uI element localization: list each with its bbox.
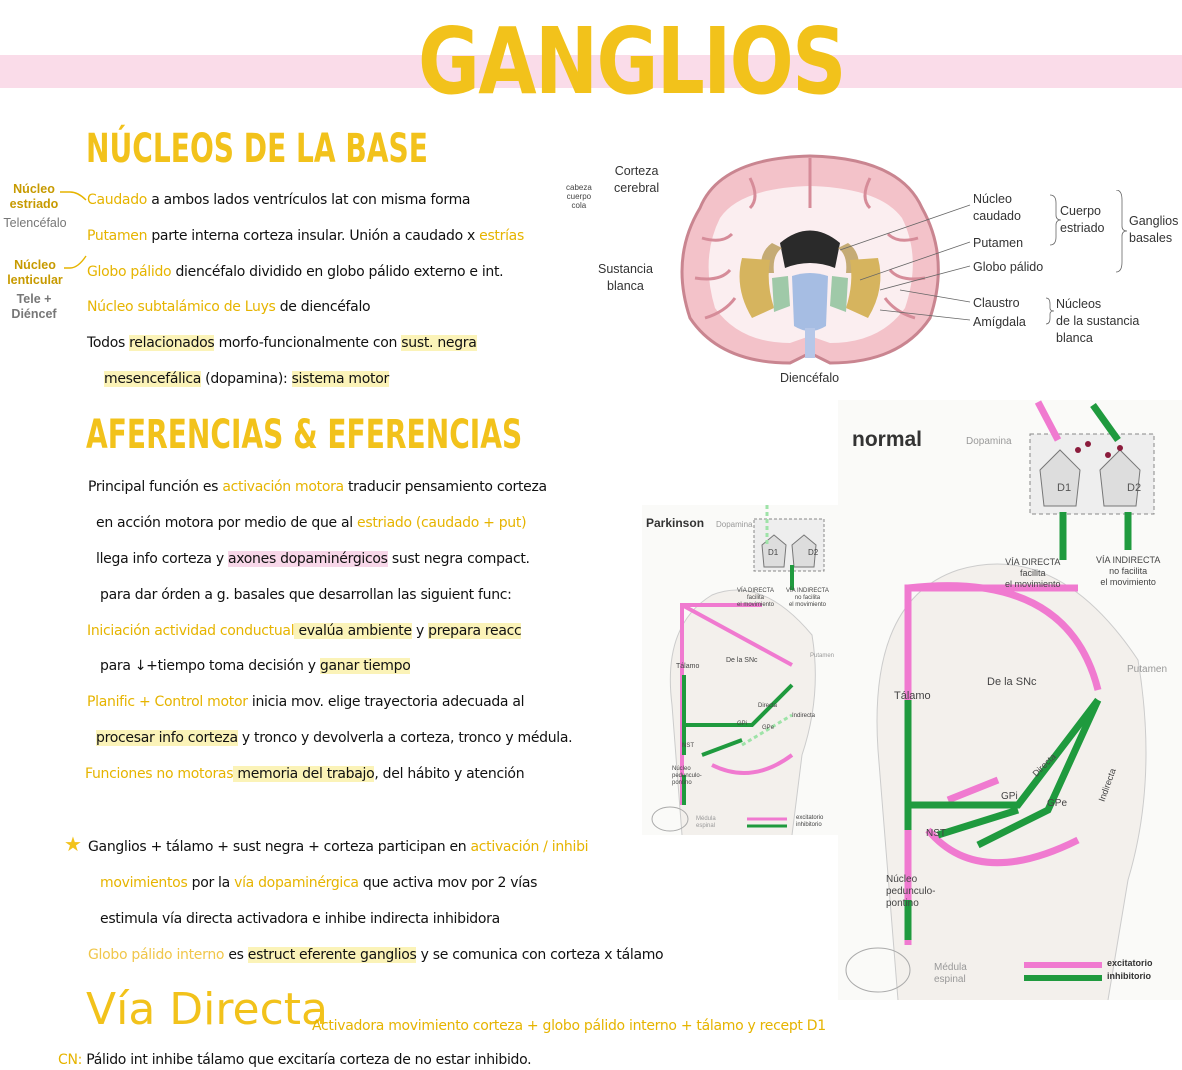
line-globo: Globo pálido diencéfalo dividido en globo pálido externo e int.	[87, 264, 504, 280]
label-nucleo-caudado: Núcleo caudado	[973, 192, 1021, 223]
bracket-lines	[60, 184, 90, 274]
brain-leader-lines	[820, 190, 1130, 340]
line-relacionados: Todos relacionados morfo-funcionalmente con sust. negra	[87, 335, 477, 351]
side-label-lenticular: Núcleo lenticular	[7, 258, 63, 287]
parkinson-directa: Directa	[758, 703, 778, 709]
parkinson-title: Parkinson	[646, 516, 705, 530]
line-mesencefalica: mesencefálica (dopamina): sistema motor	[104, 371, 389, 387]
normal-snc: De la SNc	[987, 676, 1037, 688]
parkinson-nucleo: Núcleo pedunculo- pontino	[672, 766, 702, 786]
line-axones: llega info corteza y axones dopaminérgicos sust negra compact.	[96, 551, 530, 567]
label-cuerpo-estriado: Cuerpo estriado	[1060, 204, 1105, 235]
normal-gpe: GPe	[1047, 798, 1068, 809]
label-globo-palido: Globo pálido	[973, 260, 1044, 274]
normal-via-indirecta: VÍA INDIRECTA no facilita el movimiento	[1096, 555, 1161, 587]
line-estimula: estimula vía directa activadora e inhibe indirecta inhibidora	[100, 911, 500, 927]
line-accion-motora: en acción motora por medio de que al estriado (caudado + put)	[96, 515, 527, 531]
line-subtalamico: Núcleo subtalámico de Luys de diencéfalo	[87, 299, 371, 315]
label-diencefalo: Diencéfalo	[780, 371, 840, 385]
line-participan: Ganglios + tálamo + sust negra + corteza participan en activación / inhibi	[88, 839, 589, 855]
line-funcion: Principal función es activación motora traducir pensamiento corteza	[88, 479, 547, 495]
heading-nucleos: NÚCLEOS DE LA BASE	[86, 126, 428, 172]
normal-nucleo: Núcleo pedunculo- pontino	[886, 874, 936, 909]
normal-talamo: Tálamo	[894, 690, 931, 702]
line-putamen: Putamen parte interna corteza insular. Unión a caudado x estrías	[87, 228, 524, 244]
line-no-motoras: Funciones no motoras memoria del trabajo, del hábito y atención	[85, 766, 525, 782]
heading-via-directa: Vía Directa	[86, 984, 328, 1035]
label-ganglios-basales: Ganglios basales	[1129, 214, 1179, 245]
parkinson-d1: D1	[768, 548, 779, 557]
label-amigdala: Amígdala	[973, 315, 1026, 329]
side-label-estriado: Núcleo estriado	[9, 182, 59, 211]
parkinson-inhibitorio: inhibitorio	[796, 822, 822, 828]
normal-title: normal	[852, 428, 923, 451]
parkinson-snc: De la SNc	[726, 657, 758, 664]
star-icon: ★	[64, 832, 82, 856]
line-tiempo: para ↓+tiempo toma decisión y ganar tiempo	[100, 658, 411, 674]
heading-aferencias: AFERENCIAS & EFERENCIAS	[86, 412, 523, 458]
label-sustancia: Sustancia blanca	[598, 262, 653, 293]
line-procesar: procesar info corteza y tronco y devolverla a corteza, tronco y médula.	[96, 730, 573, 746]
parkinson-gpe: GPe	[762, 725, 775, 731]
normal-putamen: Putamen	[1127, 664, 1168, 675]
parkinson-via-indirecta: VÍA INDIRECTA no facilita el movimiento	[786, 588, 829, 608]
label-nucleos-sustancia: Núcleos de la sustancia blanca	[1056, 297, 1140, 345]
line-orden: para dar órden a g. basales que desarrollan las siguient func:	[100, 587, 512, 603]
label-claustro: Claustro	[973, 296, 1020, 310]
normal-medula: Médula espinal	[934, 962, 967, 985]
parkinson-indirecta: Indirecta	[792, 713, 816, 719]
line-iniciacion: Iniciación actividad conductual evalúa ambiente y prepara reacc	[87, 623, 522, 639]
normal-inhibitorio: inhibitorio	[1107, 971, 1151, 981]
parkinson-gpi: GPi	[737, 721, 748, 727]
label-corteza: Corteza cerebral	[614, 164, 660, 195]
parkinson-excitatorio: excitatorio	[796, 815, 824, 821]
parkinson-putamen: Putamen	[810, 653, 835, 659]
line-caudado: Caudado a ambos lados ventrículos lat con misma forma	[87, 192, 471, 208]
normal-gpi: GPi	[1001, 791, 1018, 802]
normal-directa: Directa	[1030, 751, 1058, 779]
line-planific: Planific + Control motor inicia mov. elige trayectoria adecuada al	[87, 694, 525, 710]
normal-d1: D1	[1057, 482, 1072, 494]
normal-excitatorio: excitatorio	[1107, 958, 1153, 968]
cn-line: CN: Pálido int inhibe tálamo que excitaría corteza de no estar inhibido.	[58, 1052, 532, 1068]
normal-via-directa: VÍA DIRECTA facilita el movimiento	[1005, 557, 1061, 589]
line-globo-interno: Globo pálido interno es estruct eferente ganglios y se comunica con corteza x tálamo	[88, 947, 664, 963]
caudado-parts-note: cabeza cuerpo cola	[566, 183, 592, 210]
line-movimientos: movimientos por la vía dopaminérgica que activa mov por 2 vías	[100, 875, 538, 891]
side-label-tele-diencef: Tele + Diéncef	[11, 292, 57, 321]
parkinson-d2: D2	[808, 548, 819, 557]
parkinson-nst: NST	[682, 743, 694, 749]
parkinson-medula: Médula espinal	[696, 816, 716, 829]
normal-d2: D2	[1127, 482, 1142, 494]
via-directa-subtitle: Activadora movimiento corteza + globo pálido interno + tálamo y recept D1	[312, 1018, 826, 1034]
parkinson-talamo: Tálamo	[676, 663, 700, 670]
normal-indirecta: Indirecta	[1096, 767, 1118, 803]
normal-dopamina: Dopamina	[966, 436, 1012, 447]
label-putamen: Putamen	[973, 236, 1024, 250]
parkinson-dopamina: Dopamina	[716, 520, 753, 529]
side-label-telencefalo: Telencéfalo	[3, 216, 67, 230]
page-title: GANGLIOS	[418, 8, 845, 115]
normal-nst: NST	[926, 828, 946, 839]
parkinson-via-directa: VÍA DIRECTA facilita el movimiento	[737, 588, 775, 608]
